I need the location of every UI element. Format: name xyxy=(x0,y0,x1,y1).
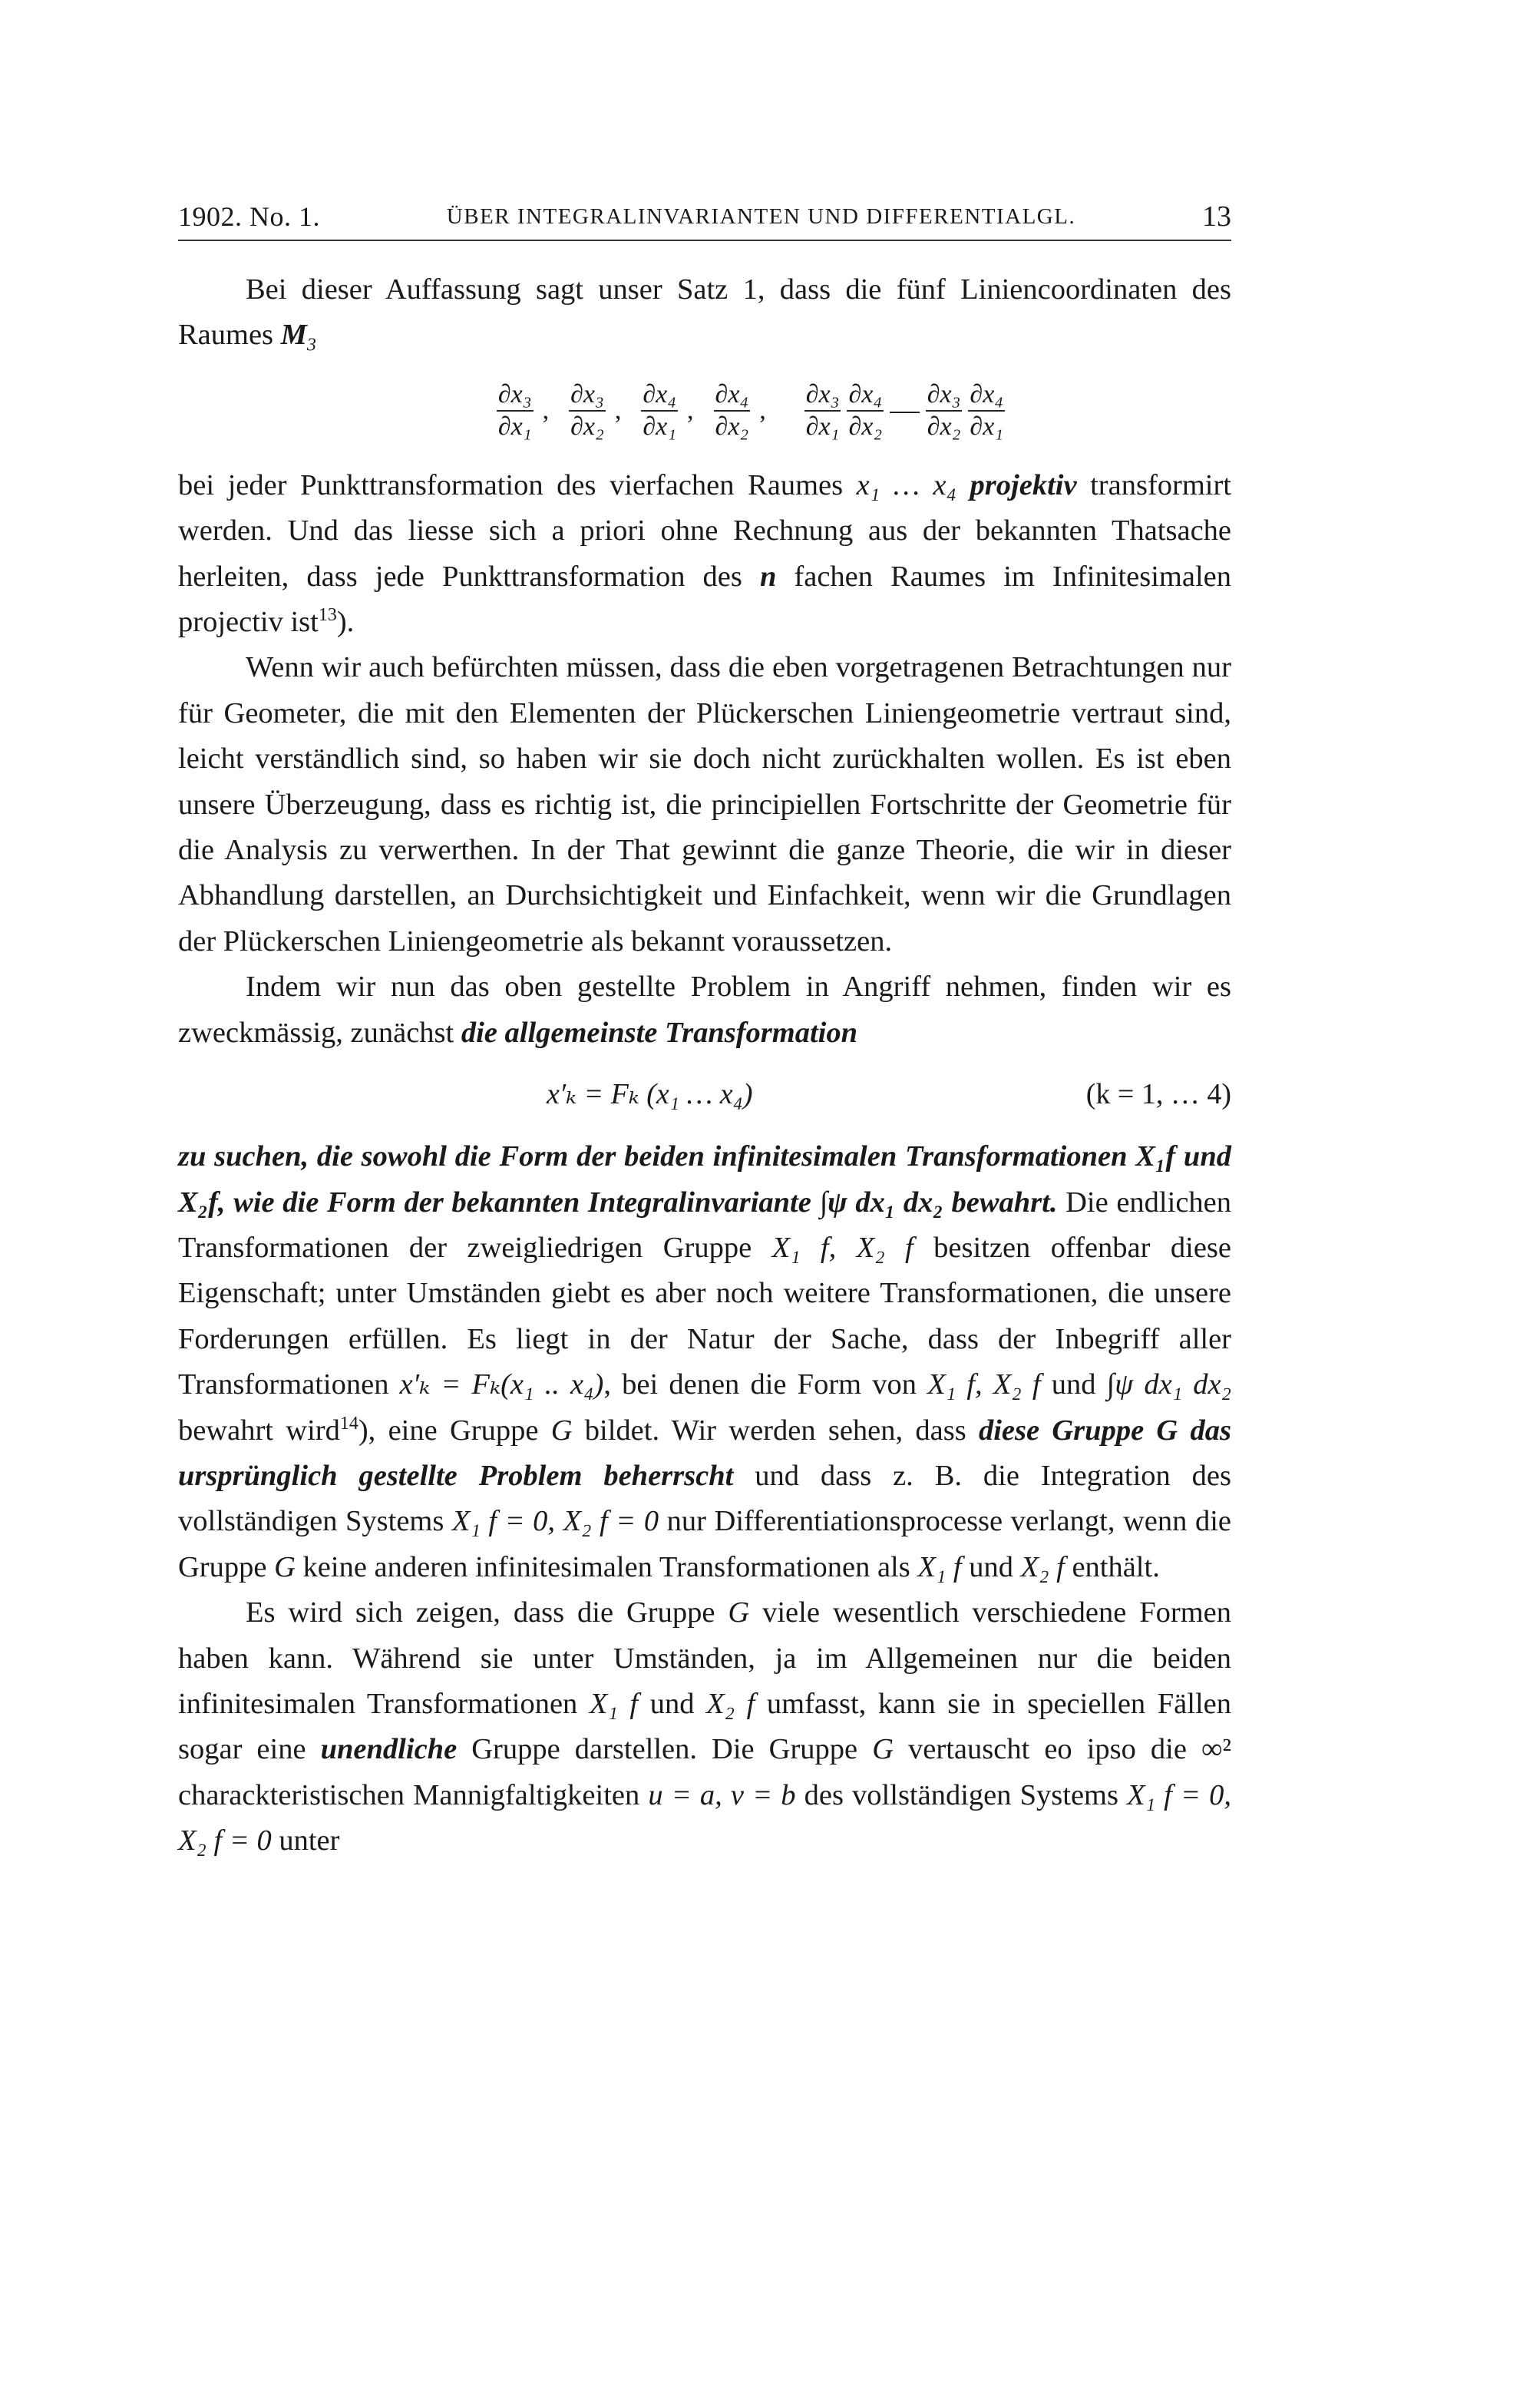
fraction: $\frac{\text{∂x₄}}{\text{∂x₂}}$ xyxy=(715,379,749,441)
fraction: $\frac{\text{∂x₃}}{\text{∂x₂}}$ xyxy=(570,379,604,441)
fraction: $\frac{\text{∂x₃}}{\text{∂x₁}}$ xyxy=(497,379,532,441)
formula-line-coordinates: $\frac{\text{∂x₃}}{\text{∂x₁}}$ , $\frac{\text{∂x₃}}{\text{∂x₂}}$ , $\frac{\text{∂x₄}}{\text{∂x₁}}$ , $\frac{\text{∂x₄}}{\text{∂x₂}}$ , $\frac{\text{∂x₃}}{\text{∂x₁}}$ $\frac{\text{∂x₄}}{\text{∂x₂}}$ — $\frac{\text{∂x₃}}{\text{∂x₂}}$ $\frac{\text{∂x₄}}{\text{∂x₁}}$ xyxy=(270,359,1231,463)
equation-expression: x′ₖ = Fₖ (x₁ … x₄) xyxy=(547,1078,753,1111)
page-number: 13 xyxy=(1202,200,1231,233)
journal-issue: 1902. No. 1. xyxy=(178,201,320,232)
running-header xyxy=(178,198,1231,241)
fraction: $\frac{\text{∂x₄}}{\text{∂x₁}}$ xyxy=(643,379,677,441)
equation-range: (k = 1, … 4) xyxy=(1085,1078,1231,1111)
paragraph-1: Bei dieser Auffassung sagt unser Satz 1, dass die fünf Liniencoordinaten des Raumes $M_3$ xyxy=(178,273,1231,356)
running-title: ÜBER INTEGRALINVARIANTEN UND DIFFERENTIALGL. xyxy=(446,204,1076,229)
paragraph-4: Indem wir nun das oben gestellte Problem in Angriff nehmen, finden wir es zweckmässig, zunächst die allgemeinste Transformation xyxy=(178,971,1231,1049)
footnote-ref-13: 13 xyxy=(318,605,337,626)
fraction: $\frac{\text{∂x₄}}{\text{∂x₁}}$ xyxy=(970,379,1004,441)
transformation-equation xyxy=(178,1056,1231,1134)
page xyxy=(178,198,1231,1864)
fraction: $\frac{\text{∂x₃}}{\text{∂x₂}}$ xyxy=(927,379,961,441)
fraction: $\frac{\text{∂x₄}}{\text{∂x₂}}$ xyxy=(848,379,883,441)
minus-sign: — xyxy=(890,394,920,427)
fraction: $\frac{\text{∂x₃}}{\text{∂x₁}}$ xyxy=(805,379,840,441)
paragraph-5: zu suchen, die sowohl die Form der beiden infinitesimalen Transformationen X₁f und X₂f, wie die Form der bekannten Integralinvariante ∫ψ dx₁ dx₂ bewahrt. Die endlichen Transformationen der zweigliedrigen Gruppe X₁ f, X₂ f besitzen offenbar diese Eigenschaft; unter Umständen giebt es aber noch weitere Transformationen, die unsere Forderungen erfüllen. Es liegt in der Natur der Sache, dass der Inbegriff aller Transformationen x′ₖ = Fₖ(x₁ .. x₄), bei denen die Form von X₁ f, X₂ f und ∫ψ dx₁ dx₂ bewahrt wird$^{14}$), eine Gruppe G bildet. Wir werden sehen, dass diese Gruppe G das ursprünglich gestellte Problem beherrscht und dass z. B. die Integration des vollständigen Systems X₁ f = 0, X₂ f = 0 nur Differentiationsprocesse verlangt, wenn die Gruppe G keine anderen infinitesimalen Transformationen als X₁ f und X₂ f enthält. xyxy=(178,1140,1232,1583)
paragraph-2: bei jeder Punkttransformation des vierfachen Raumes x₁ … x₄ projektiv transformirt werden. Und das liesse sich a priori ohne Rechnung aus der bekannten Thatsache herleiten, dass jede Punkttransformation des n fachen Raumes im Infinitesimalen projectiv ist$^{13}$). xyxy=(178,468,1231,639)
determinant-expression xyxy=(801,379,1008,442)
paragraph-6: Es wird sich zeigen, dass die Gruppe G viele wesentlich verschiedene Formen haben kann. Während sie unter Umständen, ja im Allgemeinen nur die beiden infinitesimalen Transformationen X₁ f und X₂ f umfasst, kann sie in speciellen Fällen sogar eine unendliche Gruppe darstellen. Die Gruppe G vertauscht eo ipso die ∞² charackteristischen Mannigfaltigkeiten u = a, v = b des vollständigen Systems X₁ f = 0, X₂ f = 0 unter xyxy=(178,1596,1232,1857)
footnote-ref-14: 14 xyxy=(339,1413,358,1434)
paragraph-3: Wenn wir auch befürchten müssen, dass die eben vorgetragenen Betrachtungen nur für Geometer, die mit den Elementen der Plückerschen Liniengeometrie vertraut sind, leicht verständlich sind, so haben wir sie doch nicht zurückhalten wollen. Es ist eben unsere Überzeugung, dass es richtig ist, die principiellen Fortschritte der Geometrie für die Analysis zu verwerthen. In der That gewinnt die ganze Theorie, die wir in dieser Abhandlung darstellen, an Durchsichtigkeit und Einfachkeit, wenn wir die Grundlagen der Plückerschen Liniengeometrie als bekannt voraussetzen. xyxy=(178,651,1231,958)
